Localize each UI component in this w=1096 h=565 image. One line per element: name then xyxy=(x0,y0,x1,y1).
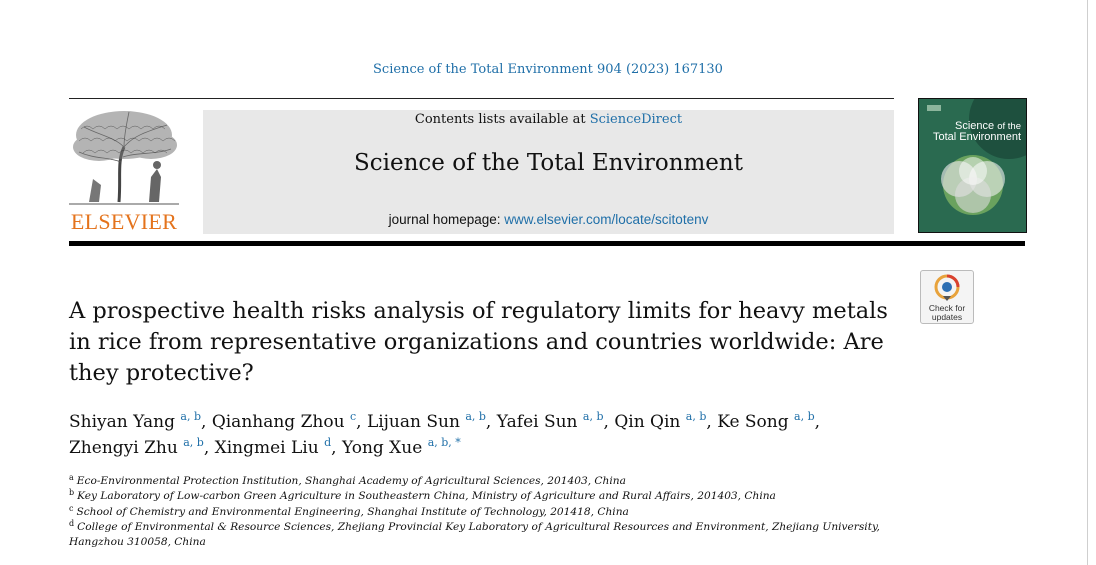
author-separator: , xyxy=(201,412,212,432)
homepage-prefix: journal homepage: xyxy=(388,212,505,227)
affiliation-marker: c xyxy=(69,503,74,513)
author-name[interactable]: Xingmei Liu xyxy=(214,438,319,458)
contents-prefix: Contents lists available at xyxy=(414,112,590,127)
affiliation-item xyxy=(69,489,909,504)
affiliation-text: College of Environmental & Resource Sciences, Zhejiang Provincial Key Laboratory of Agricultural Resources and Environment, Zhejiang University, Hangzhou 310058, China xyxy=(69,520,880,549)
author-affiliation-marker[interactable]: a, b xyxy=(794,410,815,423)
header-top-rule xyxy=(69,98,894,99)
check-line2: updates xyxy=(931,311,963,322)
author-affiliation-marker[interactable]: a, b xyxy=(685,410,707,423)
author-name[interactable]: Yafei Sun xyxy=(496,412,578,432)
author-separator: , xyxy=(203,438,215,458)
author-affiliation-marker[interactable]: a, b, * xyxy=(427,436,461,449)
author-affiliation-marker[interactable]: a, b xyxy=(465,410,486,423)
author-separator: , xyxy=(485,412,497,432)
contents-line xyxy=(203,112,894,127)
article-title: A prospective health risks analysis of regulatory limits for heavy metals in rice from representative organizations and countries worldwide: Are they protective? xyxy=(69,298,888,386)
affiliation-marker: b xyxy=(69,488,75,498)
affiliation-list xyxy=(69,474,909,550)
citation-link[interactable]: Science of the Total Environment 904 (2023) 167130 xyxy=(373,62,723,77)
affiliation-text: Key Laboratory of Low-carbon Green Agriculture in Southeastern China, Ministry of Agriculture and Rural Affairs, 201403, China xyxy=(77,490,776,503)
author-separator: , xyxy=(706,412,718,432)
affiliation-text: Eco-Environmental Protection Institution, Shanghai Academy of Agricultural Sciences, 201403, China xyxy=(76,475,626,487)
author-name[interactable]: Qianhang Zhou xyxy=(211,412,345,432)
journal-homepage-line xyxy=(203,212,894,227)
author-affiliation-marker[interactable]: a, b xyxy=(183,436,204,449)
cover-line1-small: of the xyxy=(997,121,1021,132)
author-name[interactable]: Shiyan Yang xyxy=(69,412,175,432)
page-edge-divider xyxy=(1087,0,1088,565)
header-bottom-rule xyxy=(69,241,1025,246)
check-updates-icon xyxy=(934,274,960,302)
author-affiliation-marker[interactable]: d xyxy=(324,436,332,449)
elsevier-wordmark: ELSEVIER xyxy=(70,209,178,234)
check-for-updates-button[interactable] xyxy=(920,270,974,324)
affiliation-marker: a xyxy=(69,473,74,482)
author-name[interactable]: Zhengyi Zhu xyxy=(69,438,178,458)
journal-title: Science of the Total Environment xyxy=(354,150,743,176)
cover-journal-name xyxy=(925,121,1021,143)
journal-cover-image[interactable] xyxy=(918,98,1027,233)
journal-citation xyxy=(0,62,1096,77)
journal-homepage-link[interactable]: www.elsevier.com/locate/scitotenv xyxy=(504,212,709,227)
author-name[interactable]: Ke Song xyxy=(717,412,789,432)
author-list xyxy=(69,409,909,461)
affiliation-item xyxy=(69,474,909,489)
author-affiliation-marker[interactable]: a, b xyxy=(582,410,604,423)
author-affiliation-marker[interactable]: a, b xyxy=(180,410,201,423)
author-separator: , xyxy=(356,412,367,432)
sciencedirect-link[interactable]: ScienceDirect xyxy=(589,112,683,127)
check-updates-label xyxy=(921,304,973,321)
author-name[interactable]: Qin Qin xyxy=(614,412,681,432)
affiliation-marker: d xyxy=(69,518,75,528)
author-separator: , xyxy=(331,438,342,458)
cover-line2: Total Environment xyxy=(932,131,1021,143)
cover-line1: Science xyxy=(955,120,995,132)
affiliation-item xyxy=(69,505,909,520)
author-separator: , xyxy=(814,412,821,432)
affiliation-text: School of Chemistry and Environmental Engineering, Shanghai Institute of Technology, 201418, China xyxy=(76,505,629,518)
author-affiliation-marker[interactable]: c xyxy=(349,410,357,423)
author-name[interactable]: Lijuan Sun xyxy=(366,412,460,432)
affiliation-item xyxy=(69,520,909,551)
author-separator: , xyxy=(603,412,615,432)
author-name[interactable]: Yong Xue xyxy=(341,438,423,458)
check-line1: Check for xyxy=(928,303,966,313)
